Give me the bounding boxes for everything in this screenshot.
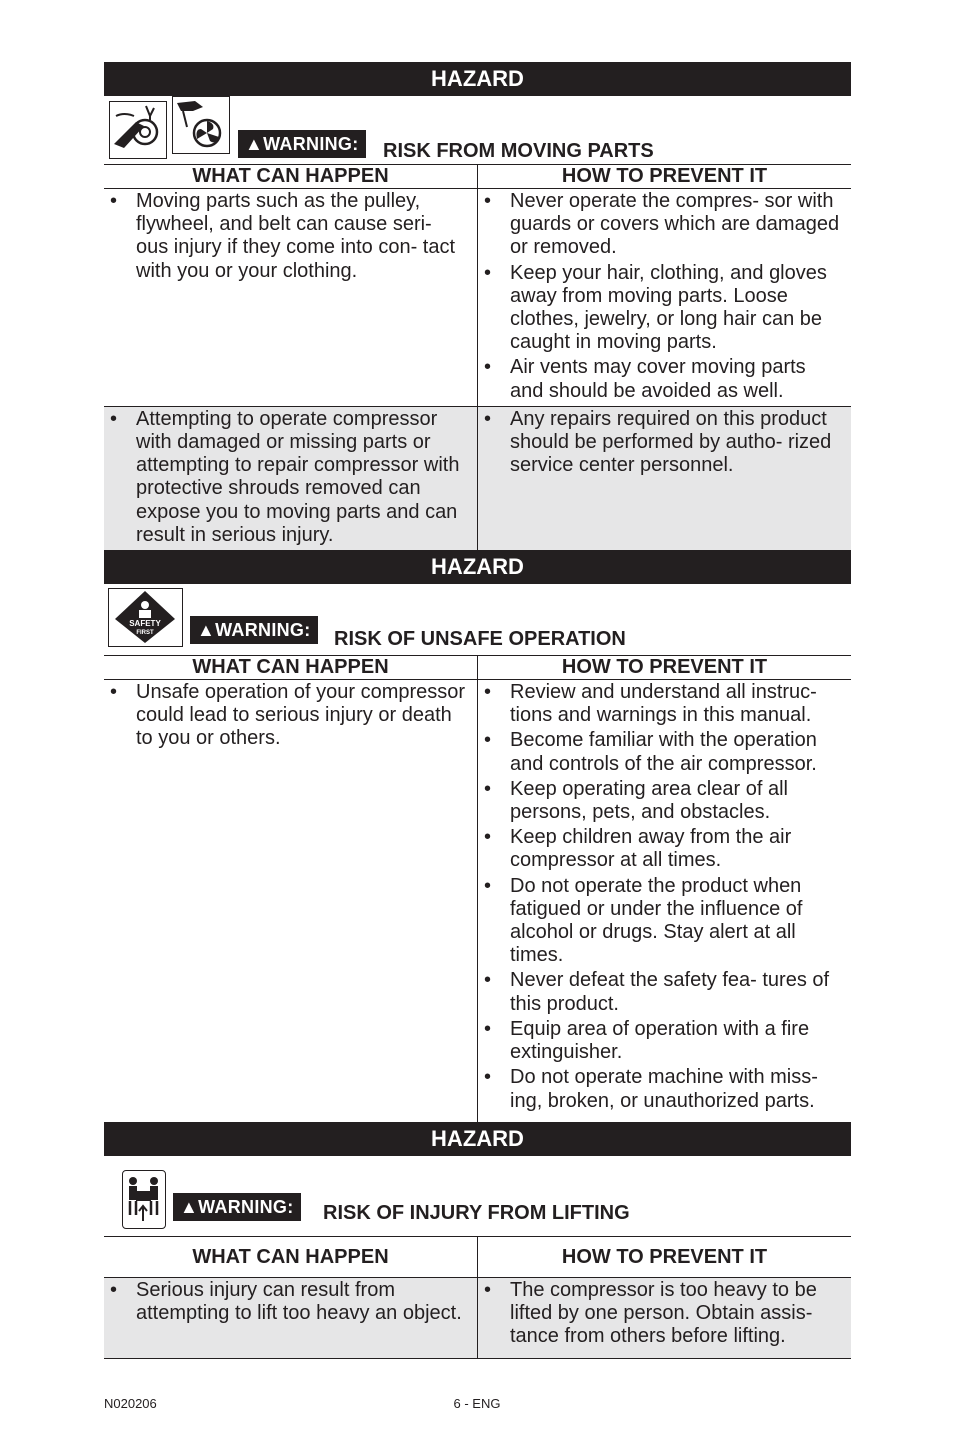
warning-badge: ▲WARNING: [238,130,366,158]
table-row [104,406,851,550]
list-item: • Keep children away from the air compressor at all times. [478,826,841,872]
alert-triangle-icon: ▲ [197,620,216,641]
list-item: • Never defeat the safety fea- tures of this product. [478,969,841,1015]
svg-text:SAFETY: SAFETY [129,619,161,629]
column-header-what: WHAT CAN HAPPEN [104,1237,478,1278]
document-number: N020206 [104,1396,157,1411]
list-item: • Attempting to operate compressor with damaged or missing parts or attempting to repair compressor with protective shrouds removed can expose you to moving parts and can result in serious injury. [104,408,467,547]
list-item: • Do not operate machine with miss- ing, broken, or unauthorized parts. [478,1066,841,1112]
column-header-what: WHAT CAN HAPPEN [104,165,478,189]
hazard-table [104,655,851,1122]
hazard-header: HAZARD [104,1122,851,1156]
warning-row [104,96,851,164]
column-header-how: HOW TO PREVENT IT [478,1237,852,1278]
table-row [104,189,851,407]
two-person-lift-icon [122,1170,166,1229]
risk-title: RISK OF INJURY FROM LIFTING [323,1202,630,1225]
alert-triangle-icon: ▲ [245,134,264,154]
table-row [104,1278,851,1359]
safety-page [104,62,851,1359]
hazard-header: HAZARD [104,550,851,584]
list-item: • Air vents may cover moving parts and should be avoided as well. [478,356,841,402]
risk-title: RISK FROM MOVING PARTS [383,140,654,162]
warning-row [104,584,851,655]
list-item: • Any repairs required on this product should be performed by autho- rized service center personnel. [478,408,841,478]
alert-triangle-icon: ▲ [180,1197,199,1218]
column-header-how: HOW TO PREVENT IT [478,656,852,680]
hazard-header: HAZARD [104,62,851,96]
svg-text:FIRST: FIRST [136,630,154,637]
list-item: • Moving parts such as the pulley, flywheel, and belt can cause seri- ous injury if they come into con- tact with you or your clothing. [104,190,467,283]
list-item: • Serious injury can result from attempting to lift too heavy an object. [104,1279,467,1325]
moving-pulley-hand-icon [109,101,167,159]
list-item: • Do not operate the product when fatigued or under the influence of alcohol or drugs. Stay alert at all times. [478,875,841,968]
safety-first-icon [108,588,183,647]
list-item: • Keep your hair, clothing, and gloves away from moving parts. Loose clothes, jewelry, or long hair can be caught in moving parts. [478,262,841,355]
list-item: • The compressor is too heavy to be lifted by one person. Obtain assis- tance from others before lifting. [478,1279,841,1349]
column-header-what: WHAT CAN HAPPEN [104,656,478,680]
risk-title: RISK OF UNSAFE OPERATION [334,628,626,651]
list-item: • Never operate the compres- sor with guards or covers which are damaged or removed. [478,190,841,260]
warning-badge: ▲WARNING: [190,616,318,644]
fan-hand-icon [172,96,230,154]
hazard-table [104,164,851,550]
table-row [104,680,851,1123]
list-item: • Become familiar with the operation and controls of the air compressor. [478,729,841,775]
list-item: • Review and understand all instruc- tions and warnings in this manual. [478,681,841,727]
warning-row [104,1156,851,1236]
column-header-how: HOW TO PREVENT IT [478,165,852,189]
warning-badge: ▲WARNING: [173,1193,301,1221]
list-item: • Equip area of operation with a fire extinguisher. [478,1018,841,1064]
page-number: 6 - ENG [453,1396,501,1411]
list-item: • Keep operating area clear of all persons, pets, and obstacles. [478,778,841,824]
hazard-table [104,1236,851,1359]
list-item: • Unsafe operation of your compressor could lead to serious injury or death to you or others. [104,681,467,751]
